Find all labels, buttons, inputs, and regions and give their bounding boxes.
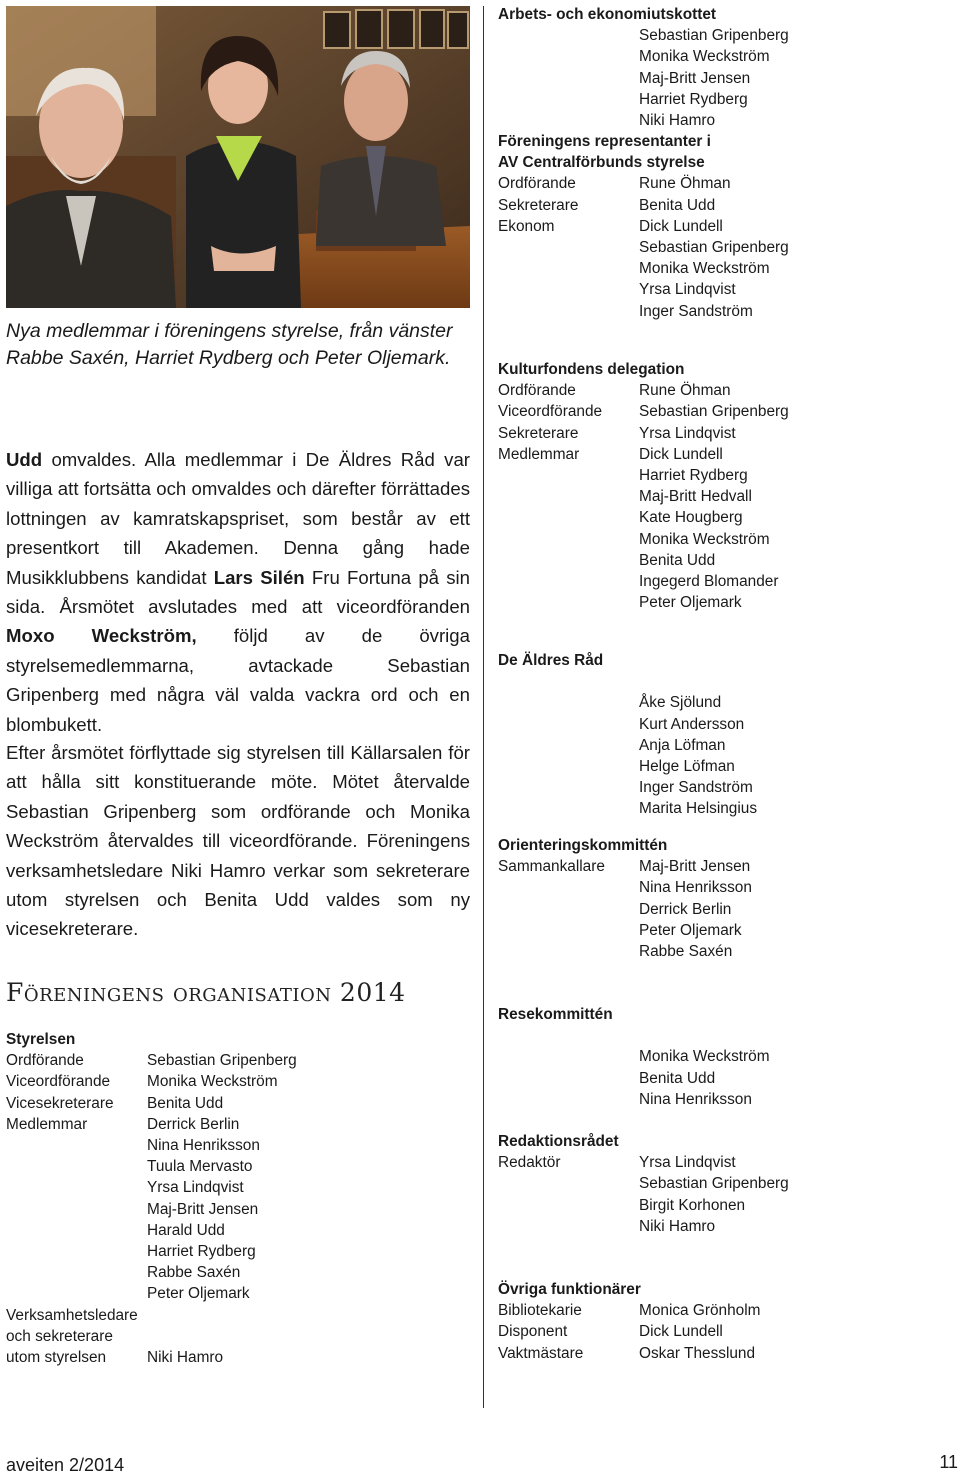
paragraph-run: omvaldes. Alla medlemmar i De Äldres Råd var villiga att fortsätta och omvaldes och därefter förrättades lottningen av kamratskapspriset, som består av ett presentkort till Akademen. Denna gång hade Musikklubbens kandidat [6, 449, 470, 588]
role-title [498, 25, 639, 46]
member-name: Harriet Rydberg [639, 467, 748, 485]
role-title: Medlemmar [498, 445, 580, 463]
member-name: Yrsa Lindqvist [147, 1179, 244, 1197]
role-row [6, 1199, 297, 1220]
role-row [498, 237, 789, 258]
role-title: Viceordförande [6, 1073, 111, 1091]
role-title [6, 1199, 147, 1220]
role-title [498, 899, 639, 920]
member-name: Peter Oljemark [147, 1285, 250, 1303]
role-title: Ordförande [6, 1052, 84, 1070]
role-row [6, 1241, 297, 1262]
role-row [6, 1135, 297, 1156]
role-row [498, 1195, 789, 1216]
role-title [498, 110, 639, 131]
role-row [6, 1156, 297, 1177]
member-name: Benita Udd [147, 1094, 224, 1112]
role-title [6, 1220, 147, 1241]
member-name: Rabbe Saxén [147, 1264, 241, 1282]
role-row [498, 110, 789, 131]
role-row [498, 856, 752, 877]
role-row [6, 1114, 297, 1135]
role-title: utom styrelsen [6, 1349, 107, 1367]
member-name: Kurt Andersson [639, 715, 745, 733]
role-row [498, 380, 789, 401]
member-name: Niki Hamro [639, 1217, 716, 1235]
member-name: Nina Henriksson [639, 1090, 752, 1108]
member-name: Sebastian Gripenberg [639, 27, 789, 45]
block-heading: Redaktionsrådet [498, 1133, 619, 1150]
block-heading: Styrelsen [6, 1031, 76, 1048]
role-row [498, 279, 789, 300]
member-name: Harald Udd [147, 1221, 225, 1239]
paragraph-run: följd av de övriga styrelsemedlemmarna, avtackade Sebastian Gripenberg med några väl valda vackra ord och en blombukett. [6, 625, 470, 735]
photo-caption: Nya medlemmar i föreningens styrelse, från vänster Rabbe Saxén, Harriet Rydberg och Peter Oljemark. [6, 320, 453, 369]
role-row [498, 1321, 760, 1342]
role-row [498, 1046, 770, 1067]
role-title [498, 671, 639, 692]
member-name: Sebastian Gripenberg [639, 1175, 789, 1193]
block-heading: De Äldres Råd [498, 652, 604, 669]
member-name: Niki Hamro [639, 112, 716, 130]
role-title: Medlemmar [6, 1115, 88, 1133]
block-av-centralforbund [498, 131, 789, 322]
role-title [498, 571, 639, 592]
role-title [6, 1241, 147, 1262]
member-name: Benita Udd [639, 196, 716, 214]
member-name [147, 1326, 151, 1347]
role-title: Bibliotekarie [498, 1302, 582, 1320]
role-title [498, 777, 639, 798]
role-title [498, 941, 639, 962]
role-row [498, 173, 789, 194]
role-title: Sammankallare [498, 858, 605, 876]
role-row [498, 301, 789, 322]
member-name: Monika Weckström [639, 260, 770, 278]
member-name: Peter Oljemark [639, 921, 742, 939]
role-row [6, 1326, 297, 1347]
role-title [6, 1135, 147, 1156]
block-kulturfonden [498, 359, 789, 613]
block-orienteringskommitten [498, 835, 752, 962]
role-row [498, 1173, 789, 1194]
member-name: Ingegerd Blomander [639, 573, 779, 591]
footer-page-number: 11 [939, 1452, 958, 1472]
role-row [498, 1300, 760, 1321]
member-name: Oskar Thesslund [639, 1344, 756, 1362]
role-row [498, 671, 757, 692]
member-name: Harriet Rydberg [147, 1243, 256, 1261]
role-row [6, 1071, 297, 1092]
role-row [498, 46, 789, 67]
member-name: Benita Udd [639, 551, 716, 569]
role-title [498, 877, 639, 898]
role-title [498, 529, 639, 550]
role-row [498, 465, 789, 486]
column-divider [483, 6, 484, 1408]
member-name: Monika Weckström [639, 1048, 770, 1066]
role-title [498, 550, 639, 571]
role-row [498, 216, 789, 237]
member-name [639, 1025, 643, 1046]
role-title [498, 1216, 639, 1237]
role-row [498, 401, 789, 422]
role-title [498, 237, 639, 258]
role-row [498, 714, 757, 735]
role-row [498, 507, 789, 528]
member-name: Sebastian Gripenberg [639, 239, 789, 257]
role-title [498, 68, 639, 89]
role-row [498, 1025, 770, 1046]
member-name: Birgit Korhonen [639, 1196, 746, 1214]
role-row [498, 89, 789, 110]
role-row [498, 877, 752, 898]
role-row [498, 899, 752, 920]
block-de-aldres-rad [498, 650, 757, 820]
role-title: Vicesekreterare [6, 1094, 114, 1112]
block-redaktionsradet [498, 1131, 789, 1237]
role-title [6, 1262, 147, 1283]
role-title [498, 1173, 639, 1194]
role-row [498, 920, 752, 941]
member-name: Derrick Berlin [147, 1115, 240, 1133]
role-title [6, 1177, 147, 1198]
role-row [498, 1068, 770, 1089]
member-name: Maj-Britt Jensen [639, 858, 751, 876]
member-name: Yrsa Lindqvist [639, 424, 736, 442]
role-row [6, 1050, 297, 1071]
member-name: Tuula Mervasto [147, 1158, 253, 1176]
member-name: Yrsa Lindqvist [639, 281, 736, 299]
role-row [498, 941, 752, 962]
paragraph-run: Moxo Weckström, [6, 625, 197, 647]
role-title [498, 279, 639, 300]
role-row [498, 735, 757, 756]
role-title: Ordförande [498, 175, 576, 193]
role-title: och sekreterare [6, 1327, 113, 1345]
member-name: Monika Weckström [147, 1073, 278, 1091]
photo-three-members [6, 6, 470, 308]
member-name: Monica Grönholm [639, 1302, 761, 1320]
member-name: Monika Weckström [639, 48, 770, 66]
role-title [6, 1283, 147, 1304]
role-title: Disponent [498, 1323, 568, 1341]
role-row [6, 1347, 297, 1368]
footer-publication: aveiten 2/2014 [6, 1455, 125, 1475]
section-title: Föreningens organisation 2014 [6, 978, 406, 1007]
article-paragraph-2: Efter årsmötet förflyttade sig styrelsen till Källarsalen för att hålla sitt konstituerande möte. Mötet återvalde Sebastian Gripenberg som ordförande och Monika Weckström återvaldes till viceordförande. Föreningens verksamhetsledare Niki Hamro verkar som sekreterare utom styrelsen och Benita Udd valdes som ny vicesekreterare. [6, 742, 470, 940]
role-row [498, 423, 789, 444]
role-row [498, 68, 789, 89]
role-title: Sekreterare [498, 196, 579, 214]
role-title: Ordförande [498, 382, 576, 400]
block-heading: Arbets- och ekonomiutskottet [498, 6, 717, 23]
role-title: Vaktmästare [498, 1344, 584, 1362]
role-row [6, 1093, 297, 1114]
paragraph-run: Udd [6, 449, 43, 470]
role-row [498, 25, 789, 46]
role-title [498, 920, 639, 941]
paragraph-run: Lars Silén [213, 566, 305, 588]
member-name: Helge Löfman [639, 758, 735, 776]
member-name: Harriet Rydberg [639, 90, 748, 108]
role-title [498, 46, 639, 67]
role-title [498, 798, 639, 819]
role-row [6, 1305, 297, 1326]
role-row [498, 550, 789, 571]
role-row [498, 1089, 770, 1110]
member-name [639, 671, 643, 692]
role-row [498, 777, 757, 798]
role-row [6, 1262, 297, 1283]
role-row [498, 592, 789, 613]
member-name: Rabbe Saxén [639, 943, 733, 961]
role-row [498, 486, 789, 507]
role-row [498, 444, 789, 465]
role-row [498, 258, 789, 279]
role-title: Verksamhetsledare [6, 1306, 138, 1324]
block-heading: Resekommittén [498, 1006, 613, 1023]
member-name: Inger Sandström [639, 302, 753, 320]
member-name: Nina Henriksson [639, 879, 752, 897]
role-row [498, 756, 757, 777]
role-title [498, 89, 639, 110]
role-title [498, 465, 639, 486]
role-row [6, 1283, 297, 1304]
member-name: Dick Lundell [639, 217, 723, 235]
role-title [498, 1089, 639, 1110]
block-heading: Kulturfondens delegation [498, 361, 685, 378]
member-name [147, 1305, 151, 1326]
member-name: Monika Weckström [639, 530, 770, 548]
role-row [498, 1343, 760, 1364]
member-name: Kate Hougberg [639, 509, 743, 527]
member-name: Rune Öhman [639, 382, 731, 400]
role-title [498, 1195, 639, 1216]
role-title [498, 756, 639, 777]
member-name: Derrick Berlin [639, 900, 732, 918]
block-arbets-utskottet [498, 4, 789, 131]
member-name: Åke Sjölund [639, 694, 722, 712]
role-row [498, 195, 789, 216]
role-title [498, 714, 639, 735]
role-title [498, 592, 639, 613]
role-title: Redaktör [498, 1154, 561, 1172]
block-heading: Övriga funktionärer [498, 1281, 641, 1298]
member-name: Dick Lundell [639, 445, 723, 463]
role-title [498, 507, 639, 528]
block-resekommitten [498, 1004, 770, 1110]
role-title [498, 1025, 639, 1046]
block-ovriga-funktionarer [498, 1279, 760, 1364]
role-row [498, 529, 789, 550]
member-name: Sebastian Gripenberg [147, 1052, 297, 1070]
role-title: Sekreterare [498, 424, 579, 442]
member-name: Inger Sandström [639, 779, 753, 797]
member-name: Maj-Britt Jensen [639, 69, 751, 87]
member-name: Marita Helsingius [639, 800, 758, 818]
role-row [6, 1177, 297, 1198]
block-heading: Föreningens representanter i [498, 133, 711, 150]
role-row [498, 692, 757, 713]
role-title [498, 301, 639, 322]
article-paragraph-1 [6, 445, 470, 739]
role-row [498, 571, 789, 592]
role-title: Viceordförande [498, 403, 603, 421]
member-name: Rune Öhman [639, 175, 731, 193]
member-name: Nina Henriksson [147, 1137, 260, 1155]
role-title [498, 1068, 639, 1089]
role-row [498, 1152, 789, 1173]
block-heading-line-2: AV Centralförbunds styrelse [498, 154, 705, 172]
role-title [498, 735, 639, 756]
role-title [6, 1156, 147, 1177]
role-title [498, 258, 639, 279]
member-name: Maj-Britt Jensen [147, 1200, 259, 1218]
member-name: Anja Löfman [639, 736, 726, 754]
block-styrelsen [6, 1029, 297, 1368]
block-heading: Orienteringskommittén [498, 837, 668, 854]
member-name: Maj-Britt Hedvall [639, 488, 752, 506]
role-row [498, 798, 757, 819]
role-title: Ekonom [498, 217, 555, 235]
paragraph-run: Fru Fortuna på sin sida. Årsmötet avslutades med att viceordföranden [6, 566, 470, 618]
role-row [6, 1220, 297, 1241]
role-row [498, 1216, 789, 1237]
role-title [498, 1046, 639, 1067]
member-name: Peter Oljemark [639, 594, 742, 612]
role-title [498, 692, 639, 713]
role-title [498, 486, 639, 507]
member-name: Yrsa Lindqvist [639, 1154, 736, 1172]
member-name: Dick Lundell [639, 1323, 723, 1341]
member-name: Sebastian Gripenberg [639, 403, 789, 421]
member-name: Benita Udd [639, 1069, 716, 1087]
member-name: Niki Hamro [147, 1349, 224, 1367]
